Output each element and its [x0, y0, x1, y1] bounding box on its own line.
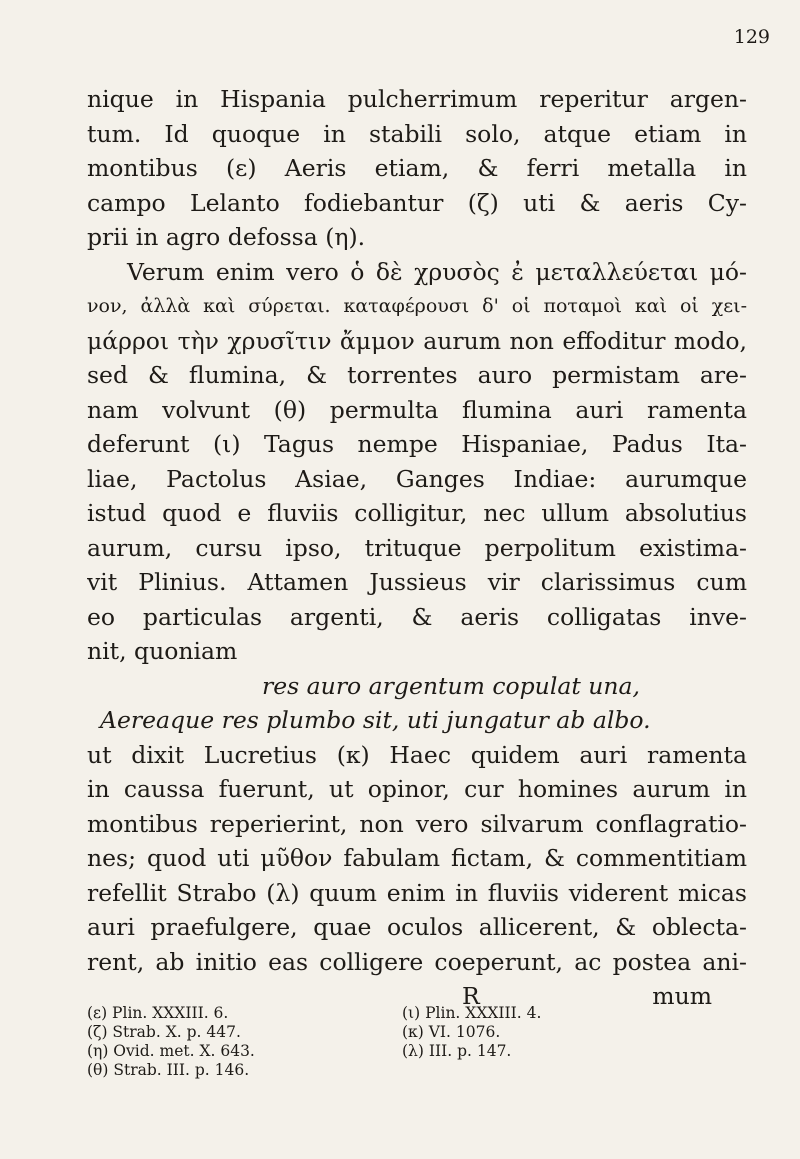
text-line: auri praefulgere, quae oculos allicerent, & oblecta-	[87, 913, 747, 941]
footnote: (η) Ovid. met. X. 643.	[87, 1042, 255, 1060]
text-line: ut dixit Lucretius (κ) Haec quidem auri ramenta	[87, 740, 747, 769]
text-line: istud quod e fluviis colligitur, nec ullum absolutius	[87, 499, 747, 527]
footnote: (ζ) Strab. X. p. 447.	[87, 1023, 241, 1041]
text-line: in caussa fuerunt, ut opinor, cur homines aurum in	[87, 775, 747, 803]
text-line: νον, ἀλλὰ καὶ σύρεται. καταφέρουσι δ' οἱ ποταμοὶ καὶ οἱ χει-	[87, 295, 747, 317]
text-line: tum. Id quoque in stabili solo, atque etiam in	[87, 119, 747, 148]
footnote: (κ) VI. 1076.	[402, 1023, 501, 1041]
footnotes-right-column	[402, 1004, 541, 1061]
text-line: eo particulas argenti, & aeris colligatas inve-	[87, 602, 747, 631]
text-line: aurum, cursu ipso, trituque perpolitum existima-	[87, 533, 747, 562]
footnotes-left-column	[87, 1004, 255, 1080]
footnote: (λ) III. p. 147.	[402, 1042, 512, 1060]
footnote: (ε) Plin. XXXIII. 6.	[87, 1004, 229, 1022]
text-line: nit, quoniam	[87, 637, 238, 665]
footnote: (ι) Plin. XXXIII. 4.	[402, 1004, 542, 1022]
verse-line: Aereaque res plumbo sit, uti jungatur ab albo.	[100, 706, 651, 734]
text-line: nam volvunt (θ) permulta flumina auri ramenta	[87, 395, 747, 424]
text-line: liae, Pactolus Asiae, Ganges Indiae: aurumque	[87, 464, 747, 493]
text-line: sed & flumina, & torrentes auro permistam are-	[87, 361, 747, 389]
page-number: 129	[733, 26, 770, 48]
text-line: campo Lelanto fodiebantur (ζ) uti & aeris Cy-	[87, 188, 747, 217]
text-line: Verum enim vero ὁ δὲ χρυσὸς ἐ μεταλλεύεται μό-	[127, 257, 747, 286]
text-line: μάρροι τὴν χρυσῖτιν ἄμμον aurum non effoditur modo,	[87, 326, 747, 355]
signature-mark: R	[462, 982, 480, 1010]
catchword: mum	[652, 982, 712, 1010]
verse-line: res auro argentum copulat una,	[262, 671, 641, 700]
footnote: (θ) Strab. III. p. 146.	[87, 1061, 250, 1079]
text-line: vit Plinius. Attamen Jussieus vir clarissimus cum	[87, 568, 747, 596]
text-line: deferunt (ι) Tagus nempe Hispaniae, Padus Ita-	[87, 430, 747, 458]
text-line: montibus reperierint, non vero silvarum conflagratio-	[87, 809, 747, 838]
text-line: refellit Strabo (λ) quum enim in fluviis viderent micas	[87, 878, 747, 907]
text-line: montibus (ε) Aeris etiam, & ferri metalla in	[87, 154, 747, 182]
text-line: nique in Hispania pulcherrimum reperitur argen-	[87, 85, 747, 113]
text-line: rent, ab initio eas colligere coeperunt, ac postea ani-	[87, 947, 747, 976]
body-text	[87, 82, 747, 1014]
text-line: nes; quod uti μῦθον fabulam fictam, & commentitiam	[87, 844, 747, 872]
text-line: prii in agro defossa (η).	[87, 223, 366, 251]
